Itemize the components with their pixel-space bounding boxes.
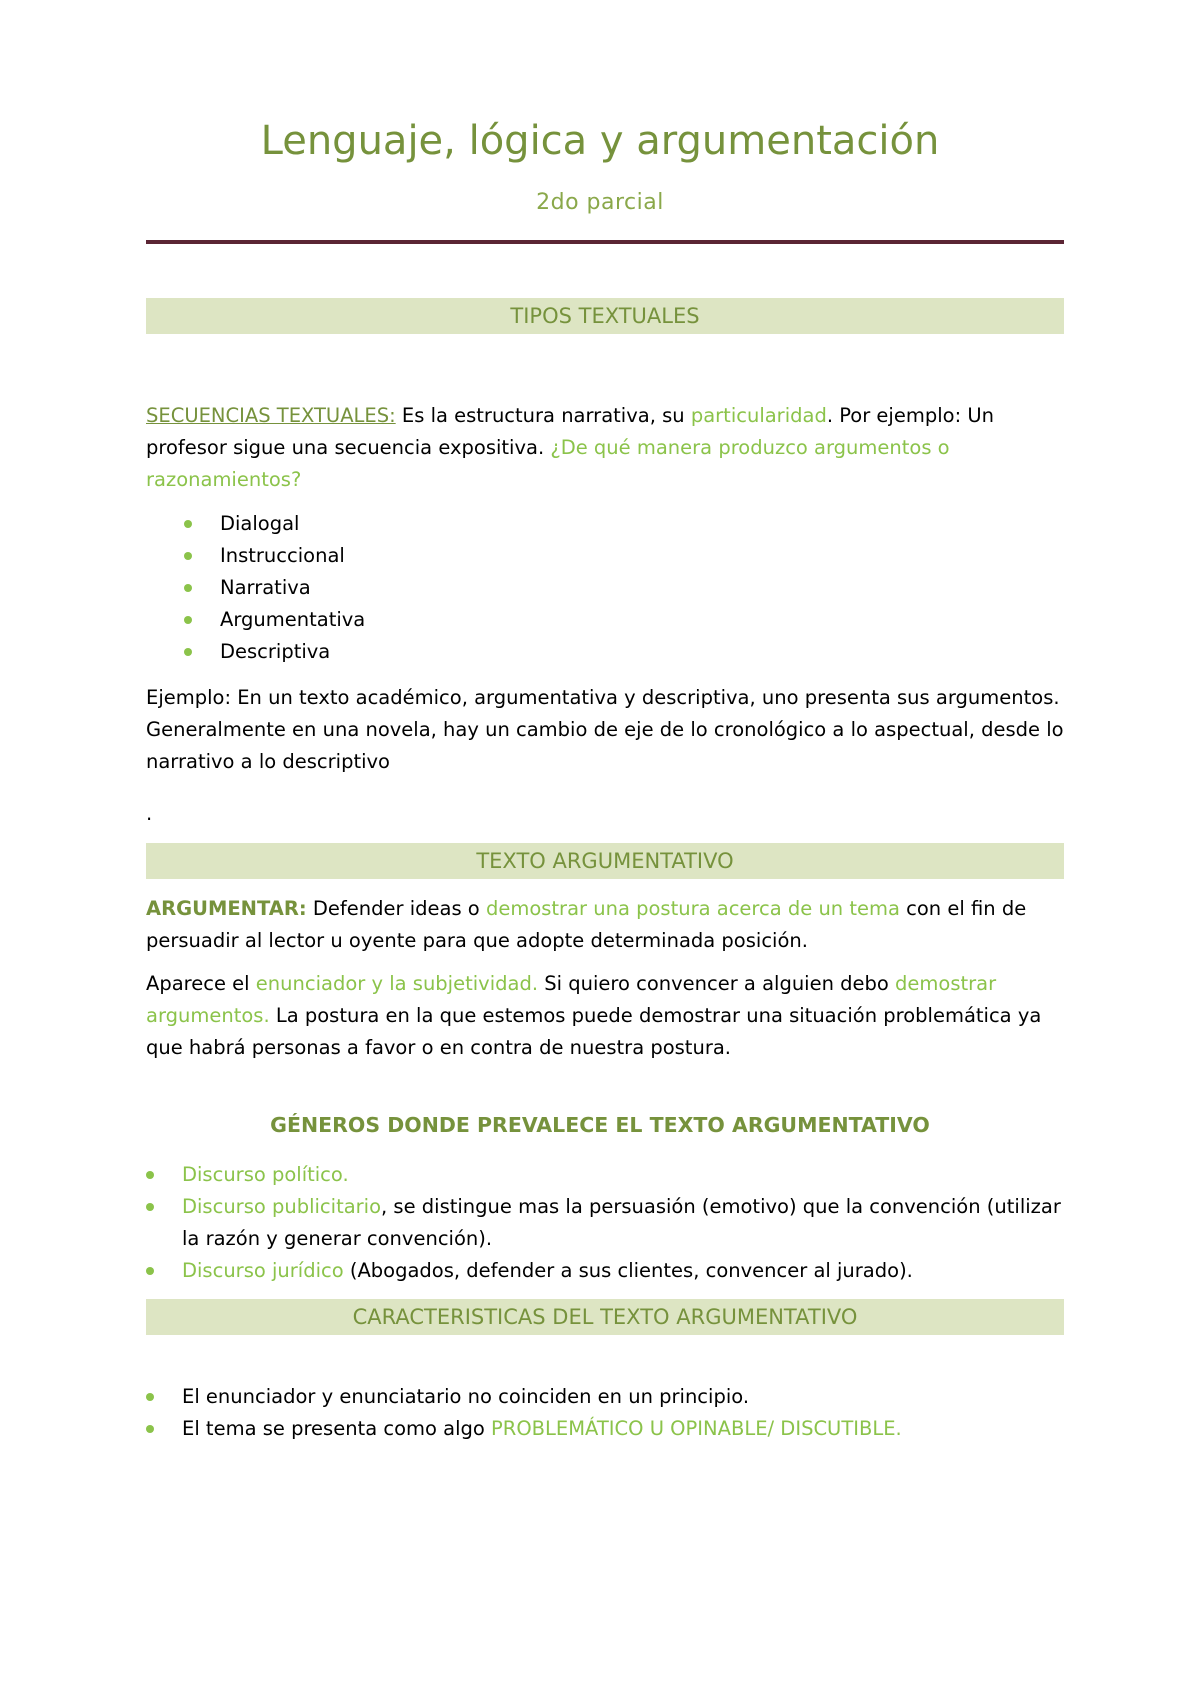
document-title: Lenguaje, lógica y argumentación — [260, 118, 940, 164]
argumentar-highlight: demostrar una postura acerca de un tema — [485, 897, 900, 920]
genero-label: Discurso político. — [182, 1163, 349, 1186]
list-item: El enunciador y enunciatario no coinciden en un principio. — [146, 1381, 1064, 1413]
argumentar-text-a: Defender ideas o — [306, 897, 486, 920]
list-item: Narrativa — [184, 572, 1064, 604]
tipos-list — [184, 508, 1064, 668]
document-subtitle: 2do parcial — [536, 190, 664, 215]
genero-label: Discurso jurídico — [182, 1259, 344, 1282]
list-item — [146, 1255, 1064, 1287]
caracteristica-text: El tema se presenta como algo — [182, 1417, 492, 1440]
enunciador-text-b: Si quiero convencer a alguien debo — [538, 972, 896, 995]
list-item — [146, 1159, 1064, 1191]
caracteristicas-list — [146, 1381, 1064, 1445]
list-item — [146, 1191, 1064, 1255]
argumentar-text-b: con el fin de persuadir al lector u oyente para que adopte determinada posición. — [146, 897, 1027, 952]
genero-label: Discurso publicitario — [182, 1195, 382, 1218]
generos-heading: GÉNEROS DONDE PREVALECE EL TEXTO ARGUMENTATIVO — [270, 1113, 930, 1137]
enunciador-paragraph — [146, 968, 1064, 1064]
ejemplo-paragraph: Ejemplo: En un texto académico, argumentativa y descriptiva, uno presenta sus argumentos. Generalmente en una novela, hay un cambio de eje de lo cronológico a lo aspectual, desde lo narrativo a lo descriptivo — [146, 686, 1064, 773]
caracteristica-highlight: PROBLEMÁTICO U OPINABLE/ DISCUTIBLE. — [491, 1417, 902, 1440]
title-divider — [146, 240, 1064, 244]
list-item: Instruccional — [184, 540, 1064, 572]
section-band-caracteristicas: CARACTERISTICAS DEL TEXTO ARGUMENTATIVO — [146, 1299, 1064, 1335]
list-item: Descriptiva — [184, 636, 1064, 668]
genero-text: , se distingue mas la persuasión (emotivo) que la convención (utilizar la razón y generar convención). — [182, 1195, 1061, 1250]
enunciador-text-a: Aparece el — [146, 972, 256, 995]
enunciador-highlight-2: demostrar argumentos. — [146, 972, 997, 1027]
section-band-tipos-textuales: TIPOS TEXTUALES — [146, 298, 1064, 334]
secuencias-highlight-1: particularidad — [690, 404, 827, 427]
genero-text: (Abogados, defender a sus clientes, convencer al jurado). — [343, 1259, 913, 1282]
secuencias-label: SECUENCIAS TEXTUALES: — [146, 404, 396, 427]
generos-list — [146, 1159, 1064, 1287]
section-band-texto-argumentativo: TEXTO ARGUMENTATIVO — [146, 843, 1064, 879]
enunciador-text-c: La postura en la que estemos puede demostrar una situación problemática ya que habrá personas a favor o en contra de nuestra postura. — [146, 1004, 1042, 1059]
argumentar-paragraph — [146, 893, 1064, 957]
list-item: Dialogal — [184, 508, 1064, 540]
argumentar-label: ARGUMENTAR: — [146, 897, 307, 920]
secuencias-text-a: Es la estructura narrativa, su — [395, 404, 691, 427]
secuencias-highlight-2: ¿De qué manera produzco argumentos o razonamientos? — [146, 436, 950, 491]
enunciador-highlight-1: enunciador y la subjetividad. — [255, 972, 539, 995]
stray-period: . — [146, 802, 153, 825]
secuencias-paragraph — [146, 400, 1064, 496]
secuencias-text-b: . Por ejemplo: Un profesor sigue una secuencia expositiva. — [146, 404, 994, 459]
list-item — [146, 1413, 1064, 1445]
list-item: Argumentativa — [184, 604, 1064, 636]
